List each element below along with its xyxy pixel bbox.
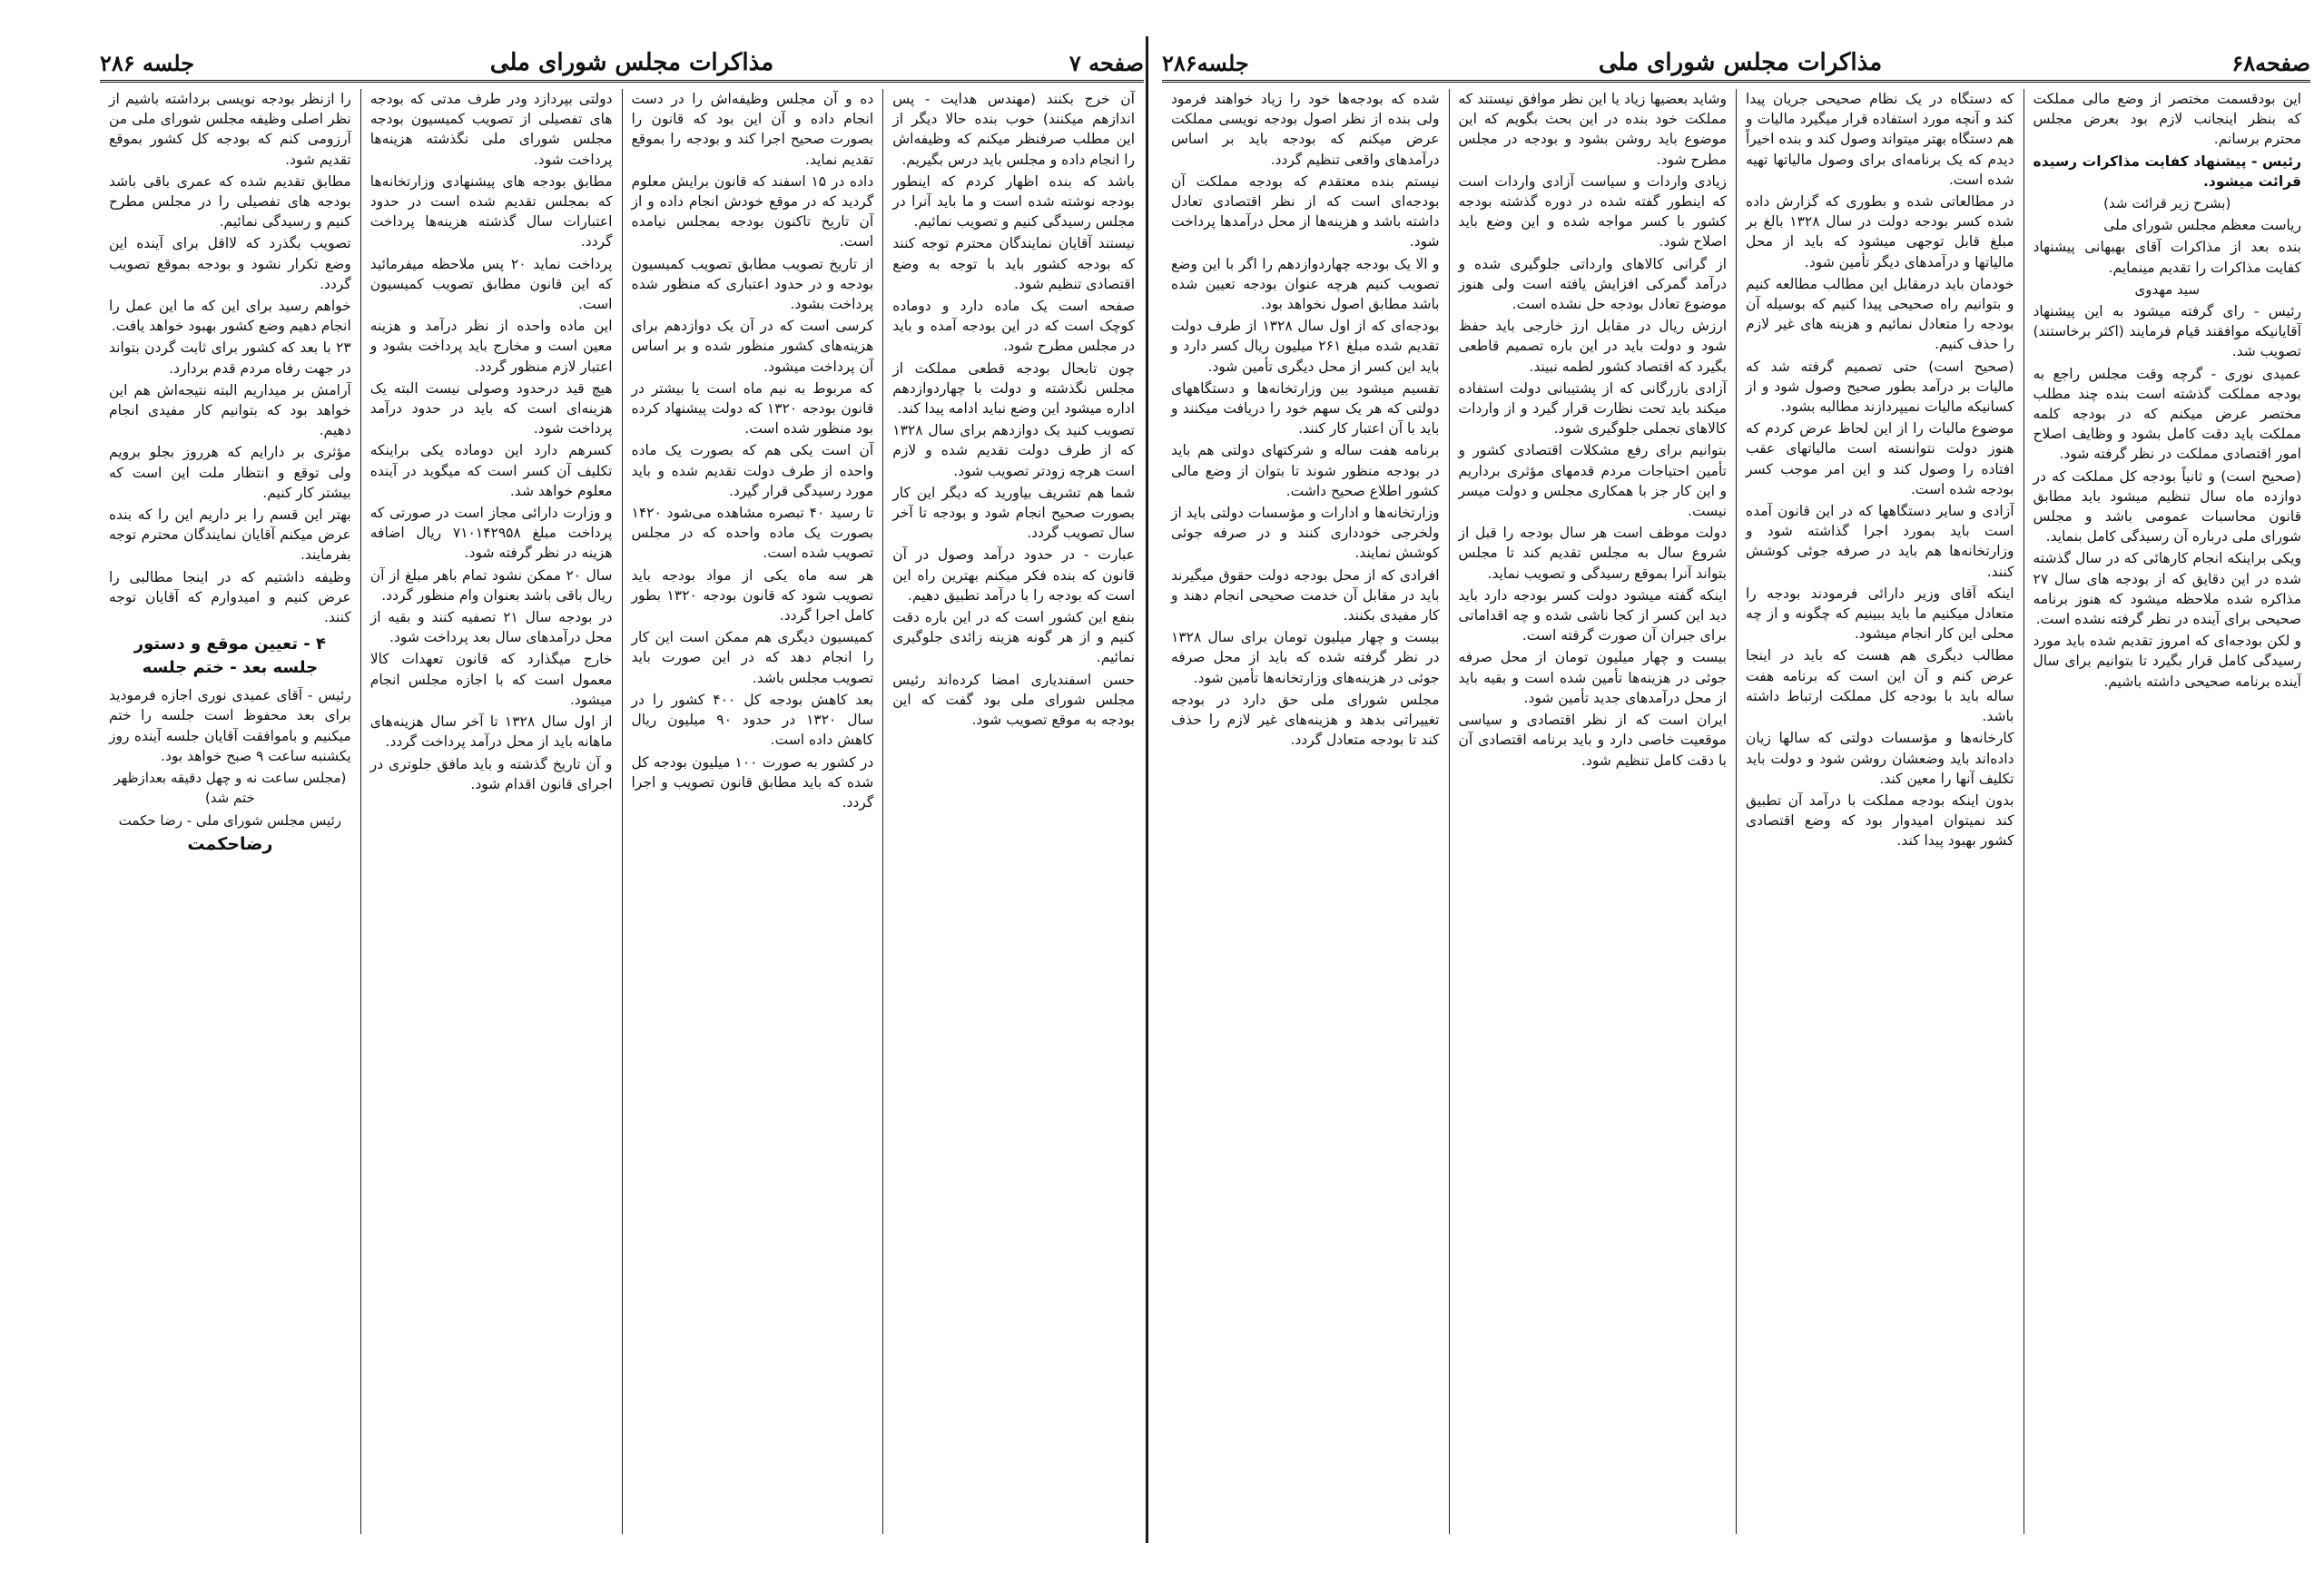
paragraph: آزادی و سایر دستگاهها که در این قانون آمده است باید بمورد اجرا گذاشته شود و وزارتخانه‌ها هم باید در صرفه جوئی کوشش کنند. bbox=[1746, 503, 2014, 580]
right-page-masthead: مذاکرات مجلس شورای ملی bbox=[1598, 49, 1883, 76]
left-page-header bbox=[100, 45, 1144, 83]
left-col-2 bbox=[622, 89, 883, 1534]
paragraph: سال ۲۰ ممکن نشود تمام باهر مبلغ از آن ریال باقی باشد بعنوان وام منظور گردد. bbox=[369, 566, 613, 604]
paragraph: عمیدی نوری - گرچه وقت مجلس راجع به بودجه مملکت گذشته است بنده چند مطلب مختصر عرض میکنم که در بودجه کلمه مملکت باید دقت کامل بشود و وظایف اصلاح امور اقتصادی مملکت در نظر گرفته شود. bbox=[2033, 365, 2301, 463]
paragraph: این ماده واحده از نظر درآمد و هزینه معین است و مخارج باید پرداخت بشود و اعتبار لازم منظور گردد. bbox=[369, 318, 613, 375]
paragraph: حسن اسفندیاری امضا کرده‌اند رئیس مجلس شورای ملی بود گفت که این بودجه به موقع تصویب شود. bbox=[892, 671, 1135, 729]
paragraph: دولتی بپردازد ودر طرف مدتی که بودجه های تفصیلی از تصویب کمیسیون بودجه مجلس شورای ملی نگذشته هزینه‌ها پرداخت شود. bbox=[369, 91, 613, 168]
paragraph: هیچ قید درحدود وصولی نیست البته یک هزینه‌ای است که باید در حدود درآمد پرداخت شود. bbox=[369, 379, 613, 437]
paragraph: بودجه‌ای که از اول سال ۱۳۲۸ از طرف دولت تقدیم شده مبلغ ۲۶۱ میلیون ریال کسر دارد و باید این کسر از محل دیگری تأمین شود. bbox=[1171, 318, 1440, 375]
closing-signoff: رئیس مجلس شورای ملی - رضا حکمت bbox=[118, 811, 342, 829]
paragraph: این بودقسمت مختصر از وضع مالی مملکت که بنظر اینجانب لازم بود بعرض مجلس محترم برسانم. bbox=[2033, 91, 2301, 148]
paragraph: ۲۳ با بعد که کشور برای ثابت گردن بتواند در جهت رفاه مردم قدم بردارد. bbox=[109, 339, 351, 377]
left-page-columns bbox=[100, 89, 1144, 1534]
right-col-4 bbox=[1162, 89, 1449, 1534]
paragraph: زیادی واردات و سیاست آزادی واردات است که اینطور گفته شده در دوره گذشته بودجه کشور با کسر مواجه شده و این وضع باید اصلاح شود. bbox=[1458, 172, 1727, 251]
paragraph: در مطالعاتی شده و بطوری که گزارش داده شده کسر بودجه دولت در سال ۱۳۲۸ بالغ بر مبلغ قابل توجهی میشود که باید از محل مالیاتها و درآمدهای دیگر تأمین شود. bbox=[1746, 193, 2014, 270]
page-gutter bbox=[1146, 36, 1148, 1543]
paragraph: خودمان باید درمقابل این مطالب مطالعه کنیم و بتوانیم راه صحیحی پیدا کنیم که بوسیله آن بودجه را متعادل نمائیم و هزینه های غیر لازم را حذف کنیم. bbox=[1746, 275, 2014, 353]
paragraph: شده که بودجه‌ها خود را زیاد خواهند فرمود ولی بنده از نظر اصول بودجه نویسی مملکت عرض میکنم که بودجه باید بر اساس درآمدهای واقعی تنظیم گردد. bbox=[1171, 91, 1440, 168]
paragraph: بتوانیم برای رفع مشکلات اقتصادی کشور و تأمین احتیاجات مردم قدمهای مؤثری برداریم و این کار جز با همکاری مجلس و دولت میسر نیست. bbox=[1458, 442, 1727, 520]
left-col-3 bbox=[360, 89, 622, 1534]
right-col-3 bbox=[1449, 89, 1737, 1534]
paragraph: مطابق تقدیم شده که عمری باقی باشد بودجه های تفصیلی را در مجلس مطرح کنیم و رسیدگی نمائیم. bbox=[109, 172, 351, 231]
paragraph: (صحیح است) و ثانیاً بودجه کل مملکت که در دوازده ماه سال تنظیم میشود باید مطابق قانون محاسبات عمومی باشد و مجلس شورای ملی درباره آن رسیدگی کامل بنماید. bbox=[2033, 467, 2301, 546]
right-col-2 bbox=[1736, 89, 2024, 1534]
paragraph: اینکه گفته میشود دولت کسر بودجه دارد باید دید این کسر از کجا ناشی شده و چه اقداماتی برای جبران آن صورت گرفته است. bbox=[1458, 586, 1727, 644]
paragraph: اینکه آقای وزیر دارائی فرمودند بودجه را متعادل میکنیم ما باید ببینیم که چگونه و از چه محلی این کار انجام میشود. bbox=[1746, 585, 2014, 643]
paragraph: مجلس شورای ملی حق دارد در بودجه تغییراتی بدهد و هزینه‌های غیر لازم را حذف کند تا بودجه متعادل گردد. bbox=[1171, 691, 1440, 749]
right-page-header bbox=[1162, 45, 2310, 83]
paragraph: بنده بعد از مذاکرات آقای بهبهانی پیشنهاد کفایت مذاکرات را تقدیم مینمایم. bbox=[2033, 239, 2301, 276]
paragraph: ده و آن مجلس وظیفه‌اش را در دست انجام داده و آن این بود که قانون را بصورت صحیح اجرا کند و بودجه را بموقع تقدیم نماید. bbox=[631, 91, 874, 168]
left-col-4 bbox=[100, 89, 360, 1534]
paragraph: کمیسیون دیگری هم ممکن است این کار را انجام دهد که در این صورت باید تصویب مجلس باشد. bbox=[631, 629, 874, 686]
paragraph: در کشور به صورت ۱۰۰ میلیون بودجه کل شده که باید مطابق قانون تصویب و اجرا گردد. bbox=[631, 753, 874, 811]
paragraph: (بشرح زیر قرائت شد) bbox=[2103, 195, 2231, 212]
paragraph: که مربوط به نیم ماه است یا بیشتر در قانون بودجه ۱۳۲۰ که دولت پیشنهاد کرده بود منظور شده است. bbox=[631, 379, 874, 437]
paragraph: آن است یکی هم که بصورت یک ماده واحده از طرف دولت تقدیم شده و باید مورد رسیدگی قرار گیرد. bbox=[631, 442, 874, 499]
right-page-columns bbox=[1162, 89, 2310, 1534]
paragraph: و لکن بودجه‌ای که امروز تقدیم شده باید مورد رسیدگی کامل قرار بگیرد تا بتوانیم برای سال آینده برنامه صحیحی داشته باشیم. bbox=[2033, 633, 2301, 690]
paragraph: صفحه است یک ماده دارد و دوماده کوچک است که در این بودجه آمده و باید در مجلس مطرح شود. bbox=[892, 298, 1135, 355]
right-page-number: صفحه۶۸ bbox=[2231, 49, 2310, 76]
paragraph: عبارت - در حدود درآمد وصول در آن قانون که بنده فکر میکنم بهترین راه این است که بودجه را با درآمد تطبیق دهیم. bbox=[892, 546, 1135, 604]
paragraph: از اول سال ۱۳۲۸ تا آخر سال هزینه‌های ماهانه باید از محل درآمد پرداخت گردد. bbox=[369, 713, 613, 751]
paragraph: رئیس - رای گرفته میشود به این پیشنهاد آقایانیکه موافقند قیام فرمایند (اکثر برخاستند) تصویب شد. bbox=[2033, 303, 2301, 360]
paragraph: کارخانه‌ها و مؤسسات دولتی که سالها زیان داده‌اند باید وضعشان روشن شود و دولت باید تکلیف آنها را معین کند. bbox=[1746, 730, 2014, 787]
paragraph: افرادی که از محل بودجه دولت حقوق میگیرند باید در مقابل آن خدمت صحیحی انجام دهند و کار مفیدی بکنند. bbox=[1171, 566, 1440, 624]
paragraph: موضوع مالیات را از این لحاظ عرض کردم که هنوز دولت نتوانسته است مالیاتهای عقب افتاده را وصول کند و این امر موجب کسر بودجه شده است. bbox=[1746, 420, 2014, 497]
paragraph: آن خرج بکنند (مهندس هدایت - پس اندازهم میکنند) خوب بنده حالا دیگر از این مطلب صرفنظر میکنم که وظیفه‌اش را انجام داده و مجلس باید درس بگیریم. bbox=[892, 91, 1135, 168]
paragraph: نیستند آقایان نمایندگان محترم توجه کنند که بودجه کشور باید با توجه به وضع اقتصادی تنظیم شود. bbox=[892, 235, 1135, 292]
left-col-1 bbox=[882, 89, 1144, 1534]
paragraph: کسرهم دارد این دوماده یکی براینکه تکلیف آن کسر است که میگوید در آینده معلوم خواهد شد. bbox=[369, 442, 613, 499]
paragraph: وزارتخانه‌ها و ادارات و مؤسسات دولتی باید از ولخرجی خودداری کنند و در صرفه جوئی کوشش نمایند. bbox=[1171, 505, 1440, 562]
paragraph: تا رسید ۴۰ تبصره مشاهده می‌شود ۱۴۲۰ بصورت یک ماده واحده که در مجلس تصویب شده است. bbox=[631, 505, 874, 562]
paragraph: ارزش ریال در مقابل ارز خارجی باید حفظ شود و دولت باید در این باره تصمیم قاطعی بگیرد که اقتصاد کشور لطمه نبیند. bbox=[1458, 318, 1727, 375]
paragraph: تقسیم میشود بین وزارتخانه‌ها و دستگاههای دولتی که هر یک سهم خود را دریافت میکنند و باید با آن اعتبار کار کنند. bbox=[1171, 379, 1440, 437]
paragraph: (صحیح است) حتی تصمیم گرفته شد که مالیات بر درآمد بطور صحیح وصول شود و از کسانیکه مالیات نمیپردازند مطالبه بشود. bbox=[1746, 358, 2014, 416]
paragraph: آزادی بازرگانی که از پشتیبانی دولت استفاده میکند باید تحت نظارت قرار گیرد و از واردات کالاهای تجملی جلوگیری شود. bbox=[1458, 379, 1727, 437]
paragraph: ویکی براینکه انجام کارهائی که در سال گذشته شده در این دقایق که از بودجه های سال ۲۷ مذاکره شده ملاحظه میشود که هنوز برنامه صحیحی برای آینده در نظر گرفته نشده است. bbox=[2033, 550, 2301, 628]
left-page-number: صفحه ۷ bbox=[1068, 49, 1144, 76]
paragraph: وظیفه داشتیم که در اینجا مطالبی را عرض کنیم و امیدوارم که آقایان توجه کنند. bbox=[109, 568, 351, 626]
right-page-session: جلسه۲۸۶ bbox=[1162, 49, 1249, 76]
paragraph: تصویب بگذرد که لااقل برای آینده این وضع تکرار نشود و بودجه بموقع تصویب گردد. bbox=[109, 235, 351, 292]
paragraph: آرامش بر میداریم البته نتیجه‌اش هم این خواهد بود که بتوانیم کار مفیدی انجام دهیم. bbox=[109, 381, 351, 439]
paragraph: را ازنظر بودجه نویسی برداشته باشیم از نظر اصلی وظیفه مجلس شورای ملی من آرزومی کنم که بودجه کل کشور بموقع تقدیم شود. bbox=[109, 91, 351, 168]
paragraph: در بودجه سال ۲۱ تصفیه کنند و بقیه از محل درآمدهای سال بعد پرداخت شود. bbox=[369, 609, 613, 646]
paragraph: دولت موظف است هر سال بودجه را قبل از شروع سال به مجلس تقدیم کند تا مجلس بتواند آنرا بموقع رسیدگی و تصویب نماید. bbox=[1458, 525, 1727, 582]
paragraph: و وزارت دارائی مجاز است در صورتی که پرداخت مبلغ ۷۱۰۱۴۲۹۵۸ ریال اضافه هزینه در نظر گرفته شود. bbox=[369, 505, 613, 562]
section-title: ۴ - تعیین موقع و دستور جلسه بعد - ختم جلسه bbox=[133, 634, 326, 678]
paragraph: تصویب کنید یک دوازدهم برای سال ۱۳۲۸ که از طرف دولت تقدیم شده و لازم است هرچه زودتر تصویب شود. bbox=[892, 422, 1135, 479]
paragraph: باشد که بنده اظهار کردم که اینطور بودجه نوشته شده است و ما باید آنرا در مجلس رسیدگی کنیم و تصویب نمائیم. bbox=[892, 172, 1135, 231]
closing-paragraph: رئیس - آقای عمیدی نوری اجازه فرمودید برای بعد محفوظ است جلسه را ختم میکنیم و باموافقت آقایان جلسه آینده روز یکشنبه ساعت ۹ صبح خواهد بود. bbox=[109, 687, 351, 764]
paragraph: چون تابحال بودجه قطعی مملکت از مجلس نگذشته و دولت با چهاردوازدهم اداره میشود این وضع نباید ادامه پیدا کند. bbox=[892, 359, 1135, 418]
paragraph: شما هم تشریف بیاورید که دیگر این کار بصورت صحیح انجام شود و بودجه تا آخر سال تصویب گردد. bbox=[892, 484, 1135, 542]
paragraph: از تاریخ تصویب مطابق تصویب کمیسیون بودجه و در حدود اعتباری که منظور شده پرداخت بشود. bbox=[631, 255, 874, 313]
paragraph: داده در ۱۵ اسفند که قانون برایش معلوم گردید که در موقع خودش انجام داده و از آن تاریخ تاکنون بودجه بمجلس نیامده است. bbox=[631, 172, 874, 251]
paragraph: و الا یک بودجه چهاردوازدهم را اگر با این وضع تصویب کنیم هرچه عنوان بودجه تعیین شده باشد مطابق اصول نخواهد بود. bbox=[1171, 255, 1440, 313]
left-page-session: جلسه ۲۸۶ bbox=[100, 49, 195, 76]
paragraph: بهتر این قسم را بر داریم این را که بنده عرض میکنم آقایان نمایندگان محترم توجه بفرمایند. bbox=[109, 506, 351, 564]
paragraph: بدون اینکه بودجه مملکت با درآمد آن تطبیق کند نمیتوان امیدوار بود که وضع اقتصادی کشور بهبود پیدا کند. bbox=[1746, 791, 2014, 850]
left-page-masthead: مذاکرات مجلس شورای ملی bbox=[489, 49, 774, 76]
signature: رضاحکمت bbox=[187, 833, 273, 854]
paragraph: که دستگاه در یک نظام صحیحی جریان پیدا کند و آنچه مورد استفاده قرار میگیرد مالیات و هم دستگاه بهتر میتواند وصول کند و بنده اخیراً دیدم که یک برنامه‌ای برای وصول مالیاتها تهیه شده است. bbox=[1746, 91, 2014, 188]
paragraph: کرسی است که در آن یک دوازدهم برای هزینه‌های کشور منظور شده و بر اساس آن پرداخت میشود. bbox=[631, 318, 874, 375]
paragraph: خارج میگذارد که قانون تعهدات کالا معمول است که با اجازه مجلس انجام میشود. bbox=[369, 651, 613, 708]
closing-note: (مجلس ساعت نه و چهل دقیقه بعدازظهر ختم شد) bbox=[113, 770, 347, 807]
left-page bbox=[100, 45, 1144, 1534]
paragraph: خواهم رسید برای این که ما این عمل را انجام دهیم وضع کشور بهبود خواهد یافت. bbox=[109, 298, 351, 335]
paragraph: ایران است که از نظر اقتصادی و سیاسی موقعیت خاصی دارد و باید برنامه اقتصادی آن با دقت کامل تنظیم شود. bbox=[1458, 712, 1727, 769]
paragraph: سید مهدوی bbox=[2134, 280, 2201, 298]
paragraph: نیستم بنده معتقدم که بودجه مملکت آن بودجه‌ای است که از نظر اقتصادی تعادل داشته باشد و هزینه‌ها از محل درآمدها پرداخت شود. bbox=[1171, 172, 1440, 251]
paragraph: مطالب دیگری هم هست که باید در اینجا عرض کنم و آن این است که برنامه هفت ساله باید با بودجه کل مملکت ارتباط داشته باشد. bbox=[1746, 647, 2014, 725]
paragraph: برنامه هفت ساله و شرکتهای دولتی هم باید در بودجه منظور شوند تا بتوان از وضع مالی کشور اطلاع صحیح داشت. bbox=[1171, 442, 1440, 499]
right-page bbox=[1162, 45, 2310, 1534]
paragraph: وشاید بعضیها زیاد یا این نظر موافق نیستند که مملکت خود بنده در این بحث بگویم که این موضوع باید روشن بشود و بودجه در مجلس مطرح شود. bbox=[1458, 91, 1727, 168]
paragraph: ریاست معظم مجلس شورای ملی bbox=[2103, 217, 2301, 234]
paragraph: از گرانی کالاهای وارداتی جلوگیری شده و درآمد گمرکی افزایش یافته است ولی هنوز موضوع تعادل بودجه حل نشده است. bbox=[1458, 255, 1727, 313]
paragraph: مطابق بودجه های پیشنهادی وزارتخانه‌ها که بمجلس تقدیم شده است در حدود اعتبارات سال گذشته هزینه‌ها پرداخت گردد. bbox=[369, 172, 613, 251]
paragraph: و آن تاریخ گذشته و باید مافق جلوتری در اجرای قانون اقدام شود. bbox=[369, 755, 613, 792]
paragraph: بیست و چهار میلیون تومان از محل صرفه جوئی در هزینه‌ها تأمین شده است و بقیه باید از محل درآمدهای جدید تأمین شود. bbox=[1458, 649, 1727, 706]
paragraph: بعد کاهش بودجه کل ۴۰۰ کشور را در سال ۱۳۲۰ در حدود ۹۰ میلیون ریال کاهش داده است. bbox=[631, 691, 874, 749]
paragraph: بنفع این کشور است که در این باره دقت کنیم و از هر گونه هزینه زائدی جلوگیری نمائیم. bbox=[892, 609, 1135, 666]
speaker-line: رئیس - پیشنهاد کفایت مذاکرات رسیده قرائت میشود. bbox=[2033, 152, 2301, 190]
paragraph: مؤثری بر دارایم که هرروز بجلو برویم ولی توقع و انتظار ملت این است که بیشتر کار کنیم. bbox=[109, 444, 351, 501]
paragraph: پرداخت نماید ۲۰ پس ملاحظه میفرمائید که این قانون مطابق تصویب کمیسیون است. bbox=[369, 255, 613, 313]
paragraph: بیست و چهار میلیون تومان برای سال ۱۳۲۸ در نظر گرفته شده که باید از محل صرفه جوئی در هزینه‌های وزارتخانه‌ها تأمین شود. bbox=[1171, 629, 1440, 686]
right-col-1 bbox=[2024, 89, 2311, 1534]
paragraph: هر سه ماه یکی از مواد بودجه باید تصویب شود که قانون بودجه ۱۳۲۰ بطور کامل اجرا گردد. bbox=[631, 566, 874, 624]
